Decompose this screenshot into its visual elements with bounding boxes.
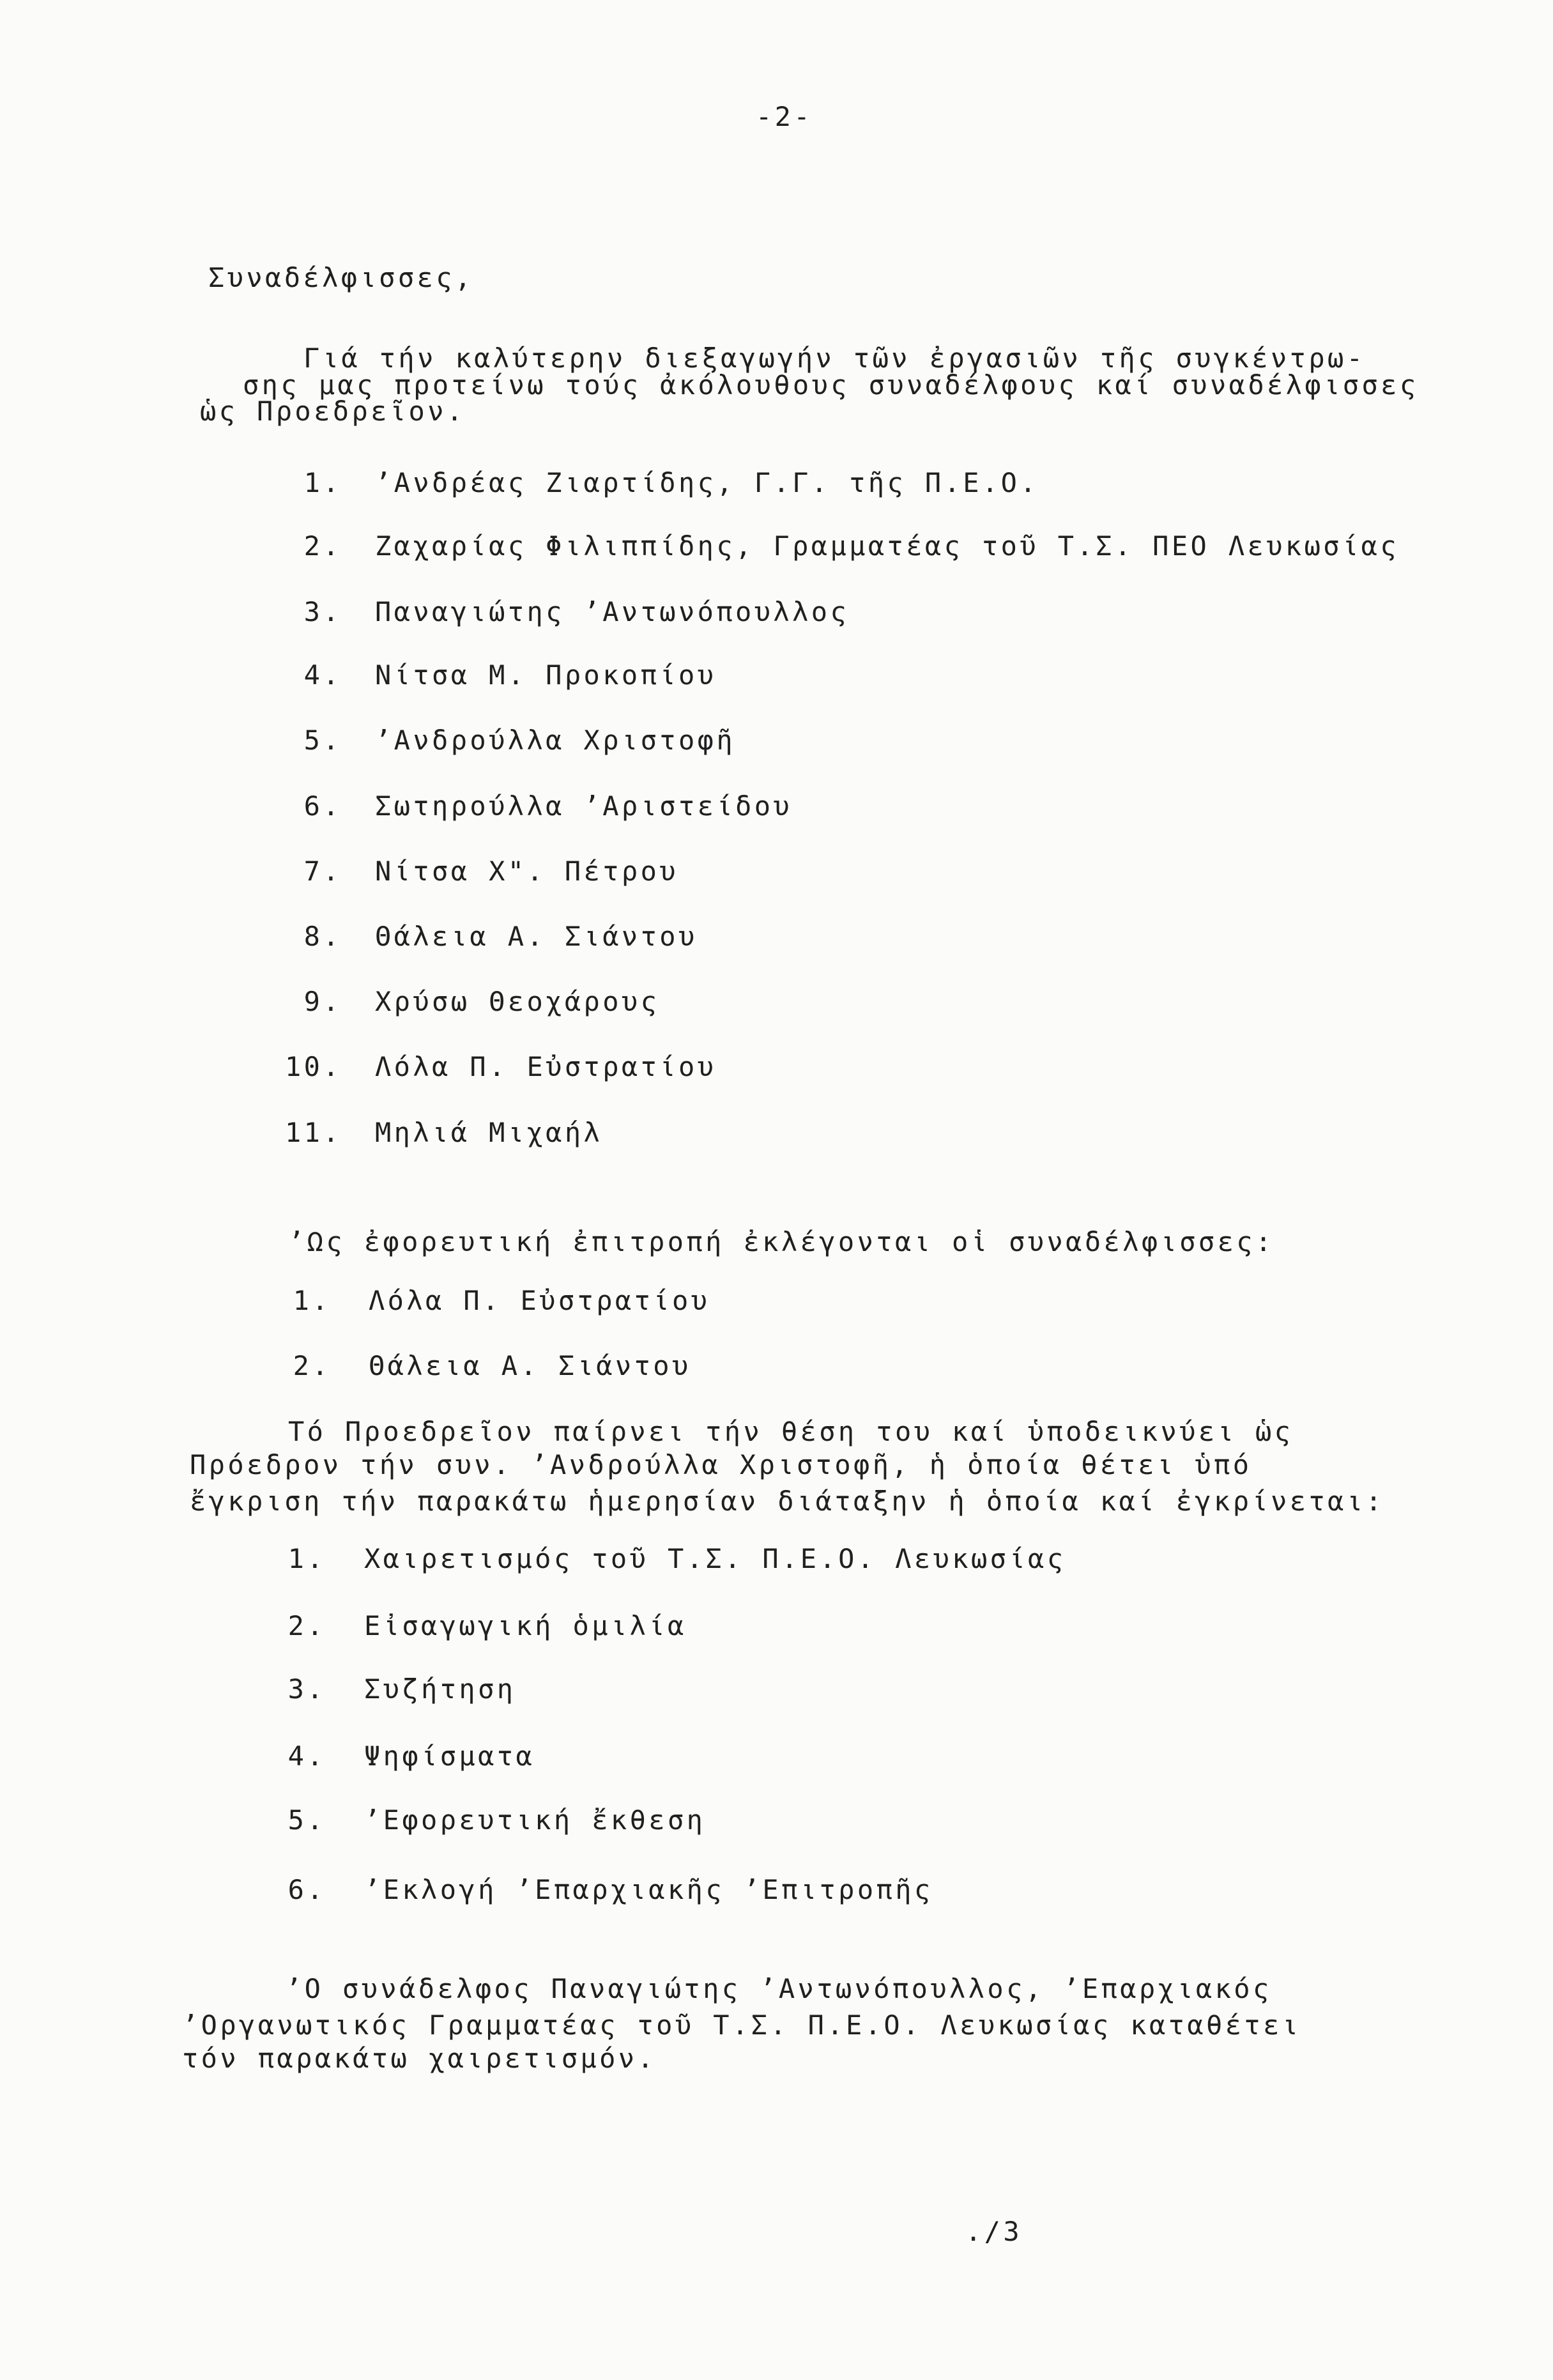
agenda-item: Ψηφίσματα bbox=[364, 1740, 535, 1772]
member-name: Ζαχαρίας Φιλιππίδης, Γραμματέας τοῦ Τ.Σ. ΠΕΟ Λευκωσίας bbox=[375, 530, 1400, 562]
agenda-item: Εἰσαγωγική ὁμιλία bbox=[364, 1610, 687, 1641]
list-item bbox=[0, 1285, 1553, 1317]
member-name: Παναγιώτης ’Αντωνόπουλλος bbox=[375, 596, 850, 627]
item-number: 3. bbox=[287, 1673, 326, 1705]
agenda-item: Συζήτηση bbox=[364, 1673, 516, 1705]
member-name: ’Ανδρούλλα Χριστοφῆ bbox=[375, 725, 736, 756]
list-item bbox=[0, 1740, 1553, 1772]
list-item bbox=[0, 1673, 1553, 1705]
list-item bbox=[0, 1117, 1553, 1149]
list-item bbox=[0, 725, 1553, 756]
member-name: Νίτσα Χ". Πέτρου bbox=[375, 856, 678, 887]
member-name: Χρύσω Θεοχάρους bbox=[375, 986, 660, 1017]
paragraph-line: ’Οργανωτικός Γραμματέας τοῦ Τ.Σ. Π.Ε.Ο. Λευκωσίας καταθέτει bbox=[182, 2009, 1301, 2041]
item-number: 6. bbox=[303, 790, 342, 822]
list-item bbox=[0, 1051, 1553, 1083]
paragraph-line: ὡς Προεδρεῖον. bbox=[200, 395, 466, 427]
list-item bbox=[0, 596, 1553, 628]
paragraph-line: ’Ο συνάδελφος Παναγιώτης ’Αντωνόπουλλος, ’Επαρχιακός bbox=[286, 1973, 1272, 2004]
item-number: 5. bbox=[287, 1804, 326, 1836]
list-item bbox=[0, 856, 1553, 887]
item-number: 9. bbox=[303, 986, 342, 1017]
item-number: 1. bbox=[293, 1285, 331, 1316]
paragraph-line: ἔγκριση τήν παρακάτω ἡμερησίαν διάταξην ἡ ὁποία καί ἐγκρίνεται: bbox=[190, 1486, 1385, 1517]
list-item bbox=[0, 1543, 1553, 1575]
item-number: 5. bbox=[303, 725, 342, 756]
salutation: Συναδέλφισσες, bbox=[208, 262, 474, 293]
item-number: 3. bbox=[303, 596, 342, 627]
list-item bbox=[0, 986, 1553, 1018]
item-number: 8. bbox=[303, 921, 342, 952]
list-item bbox=[0, 1610, 1553, 1642]
page-continuation: ./3 bbox=[965, 2216, 1023, 2247]
list-item bbox=[0, 530, 1553, 562]
item-number: 2. bbox=[303, 530, 342, 562]
item-number: 2. bbox=[287, 1610, 326, 1641]
member-name: Λόλα Π. Εὐστρατίου bbox=[369, 1285, 710, 1316]
member-name: Μηλιά Μιχαήλ bbox=[375, 1117, 603, 1148]
item-number: 1. bbox=[303, 467, 342, 498]
member-name: Λόλα Π. Εὐστρατίου bbox=[375, 1051, 717, 1082]
list-item bbox=[0, 1804, 1553, 1836]
member-name: Θάλεια Α. Σιάντου bbox=[375, 921, 698, 952]
item-number: 2. bbox=[293, 1350, 331, 1381]
paragraph-line: Πρόεδρον τήν συν. ’Ανδρούλλα Χριστοφῆ, ἡ ὁποία θέτει ὑπό bbox=[190, 1449, 1252, 1480]
paragraph-line: Τό Προεδρεῖον παίρνει τήν θέση του καί ὑποδεικνύει ὡς bbox=[288, 1416, 1294, 1447]
agenda-item: Χαιρετισμός τοῦ Τ.Σ. Π.Ε.Ο. Λευκωσίας bbox=[364, 1543, 1066, 1574]
list-item bbox=[0, 921, 1553, 953]
agenda-item: ’Εφορευτική ἔκθεση bbox=[364, 1804, 706, 1836]
paragraph-line: Γιά τήν καλύτερην διεξαγωγήν τῶν ἐργασιῶν τῆς συγκέντρω- bbox=[303, 342, 1366, 374]
paragraph-line: σης μας προτείνω τούς ἀκόλουθους συναδέλφους καί συναδέλφισσες bbox=[243, 369, 1419, 401]
item-number: 7. bbox=[303, 856, 342, 887]
item-number: 11. bbox=[284, 1117, 342, 1148]
list-item bbox=[0, 1350, 1553, 1382]
item-number: 10. bbox=[284, 1051, 342, 1082]
item-number: 4. bbox=[303, 659, 342, 691]
paragraph-line: τόν παρακάτω χαιρετισμόν. bbox=[182, 2043, 657, 2074]
page-number: -2- bbox=[756, 101, 813, 132]
member-name: ’Ανδρέας Ζιαρτίδης, Γ.Γ. τῆς Π.Ε.Ο. bbox=[375, 467, 1039, 498]
member-name: Θάλεια Α. Σιάντου bbox=[369, 1350, 691, 1381]
committee-intro: ’Ως ἐφορευτική ἐπιτροπή ἐκλέγονται οἱ συναδέλφισσες: bbox=[288, 1226, 1274, 1257]
item-number: 6. bbox=[287, 1874, 326, 1905]
item-number: 1. bbox=[287, 1543, 326, 1574]
item-number: 4. bbox=[287, 1740, 326, 1772]
list-item bbox=[0, 1874, 1553, 1906]
list-item bbox=[0, 790, 1553, 822]
member-name: Σωτηρούλλα ’Αριστείδου bbox=[375, 790, 793, 822]
agenda-item: ’Εκλογή ’Επαρχιακῆς ’Επιτροπῆς bbox=[364, 1874, 933, 1905]
list-item bbox=[0, 467, 1553, 499]
list-item bbox=[0, 659, 1553, 691]
member-name: Νίτσα Μ. Προκοπίου bbox=[375, 659, 717, 691]
